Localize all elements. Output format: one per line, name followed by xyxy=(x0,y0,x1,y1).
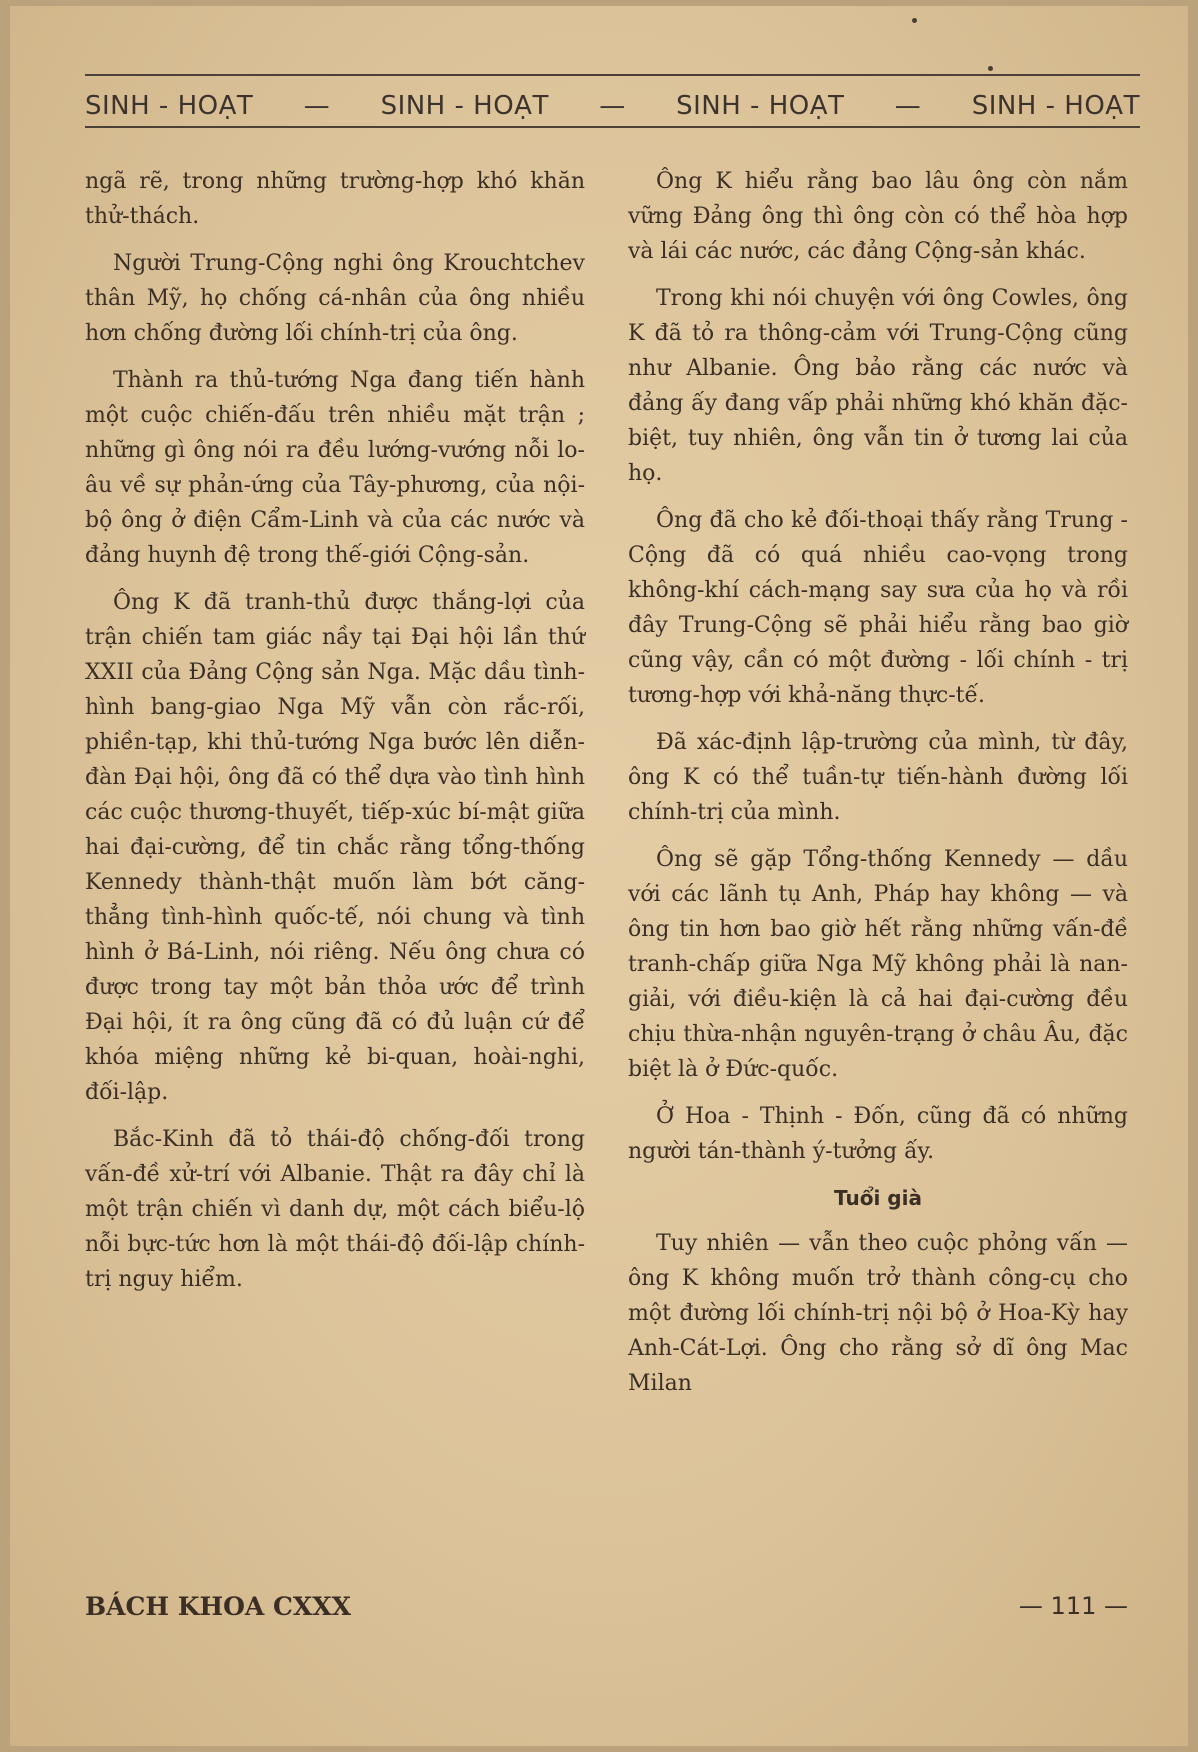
paragraph: Ông sẽ gặp Tổng-thống Kennedy — dầu với các lãnh tụ Anh, Pháp hay không — và ông tin hơn bao giờ hết rằng những vấn-đề tranh-chấp giữa Nga Mỹ không phải là nan-giải, với điều-kiện là cả hai đại-cường đều chịu thừa-nhận nguyên-trạng ở châu Âu, đặc biệt là ở Đức-quốc. xyxy=(628,847,1128,1082)
header-item: SINH - HOẠT xyxy=(85,91,254,121)
paragraph: Người Trung-Cộng nghi ông Krouchtchev thân Mỹ, họ chống cá-nhân của ông nhiều hơn chống đường lối chính-trị của ông. xyxy=(85,251,585,346)
paragraph: Thành ra thủ-tướng Nga đang tiến hành một cuộc chiến-đấu trên nhiều mặt trận ; những gì ông nói ra đều lướng-vướng nỗi lo-âu về sự phản-ứng của Tây-phương, của nội-bộ ông ở điện Cẩm-Linh và của các nước và đảng huynh đệ trong thế-giới Cộng-sản. xyxy=(85,368,585,568)
header-item: SINH - HOẠT xyxy=(380,91,549,121)
paragraph: ngã rẽ, trong những trường-hợp khó khăn thử-thách. xyxy=(85,169,585,229)
left-column xyxy=(85,164,585,1309)
header-top-rule xyxy=(85,74,1140,76)
paragraph: Đã xác-định lập-trường của mình, từ đây, ông K có thể tuần-tự tiến-hành đường lối chính-trị của mình. xyxy=(628,730,1128,825)
header-dash: — xyxy=(599,91,626,121)
magazine-page xyxy=(10,6,1188,1746)
header-bottom-rule xyxy=(85,126,1140,128)
paragraph: Ông K đã tranh-thủ được thắng-lợi của trận chiến tam giác nầy tại Đại hội lần thứ XXII của Đảng Cộng sản Nga. Mặc dầu tình-hình bang-giao Nga Mỹ vẫn còn rắc-rối, phiền-tạp, khi thủ-tướng Nga bước lên diễn-đàn Đại hội, ông đã có thể dựa vào tình hình các cuộc thương-thuyết, tiếp-xúc bí-mật giữa hai đại-cường, để tin chắc rằng tổng-thống Kennedy thành-thật muốn làm bớt căng-thẳng tình-hình quốc-tế, nói chung và tình hình ở Bá-Linh, nói riêng. Nếu ông chưa có được trong tay một bản thỏa ước để trình Đại hội, ít ra ông cũng đã có đủ luận cứ để khóa miệng những kẻ bi-quan, hoài-nghi, đối-lập. xyxy=(85,590,585,1105)
paragraph: Ở Hoa - Thịnh - Đốn, cũng đã có những người tán-thành ý-tưởng ấy. xyxy=(628,1104,1128,1164)
header-item: SINH - HOẠT xyxy=(971,91,1140,121)
paragraph: Bắc-Kinh đã tỏ thái-độ chống-đối trong vấn-đề xử-trí với Albanie. Thật ra đây chỉ là một trận chiến vì danh dự, một cách biểu-lộ nỗi bực-tức hơn là một thái-độ đối-lập chính-trị nguy hiểm. xyxy=(85,1127,585,1292)
ink-dot xyxy=(988,66,993,71)
paragraph: Tuy nhiên — vẫn theo cuộc phỏng vấn — ông K không muốn trở thành công-cụ cho một đường lối chính-trị nội bộ ở Hoa-Kỳ hay Anh-Cát-Lợi. Ông cho rằng sở dĩ ông Mac Milan xyxy=(628,1231,1128,1396)
publication-name: BÁCH KHOA CXXX xyxy=(85,1592,352,1621)
page-number: — 111 — xyxy=(1018,1592,1128,1620)
section-subheading: Tuổi già xyxy=(834,1186,922,1210)
header-item: SINH - HOẠT xyxy=(676,91,845,121)
ink-dot xyxy=(912,18,917,23)
paragraph: Trong khi nói chuyện với ông Cowles, ông K đã tỏ ra thông-cảm với Trung-Cộng cũng như Albanie. Ông bảo rằng các nước và đảng ấy đang vấp phải những khó khăn đặc-biệt, tuy nhiên, ông vẫn tin ở tương lai của họ. xyxy=(628,286,1128,486)
header-dash: — xyxy=(894,91,922,121)
header-dash: — xyxy=(303,91,331,121)
paragraph: Ông K hiểu rằng bao lâu ông còn nắm vững Đảng ông thì ông còn có thể hòa hợp và lái các nước, các đảng Cộng-sản khác. xyxy=(628,169,1128,264)
right-column xyxy=(628,164,1128,1413)
paragraph: Ông đã cho kẻ đối-thoại thấy rằng Trung - Cộng đã có quá nhiều cao-vọng trong không-khí cách-mạng say sưa của họ và rồi đây Trung-Cộng sẽ phải hiểu rằng bao giờ cũng vậy, cần có một đường - lối chính - trị tương-hợp với khả-năng thực-tế. xyxy=(628,508,1128,708)
running-header xyxy=(85,86,1140,126)
